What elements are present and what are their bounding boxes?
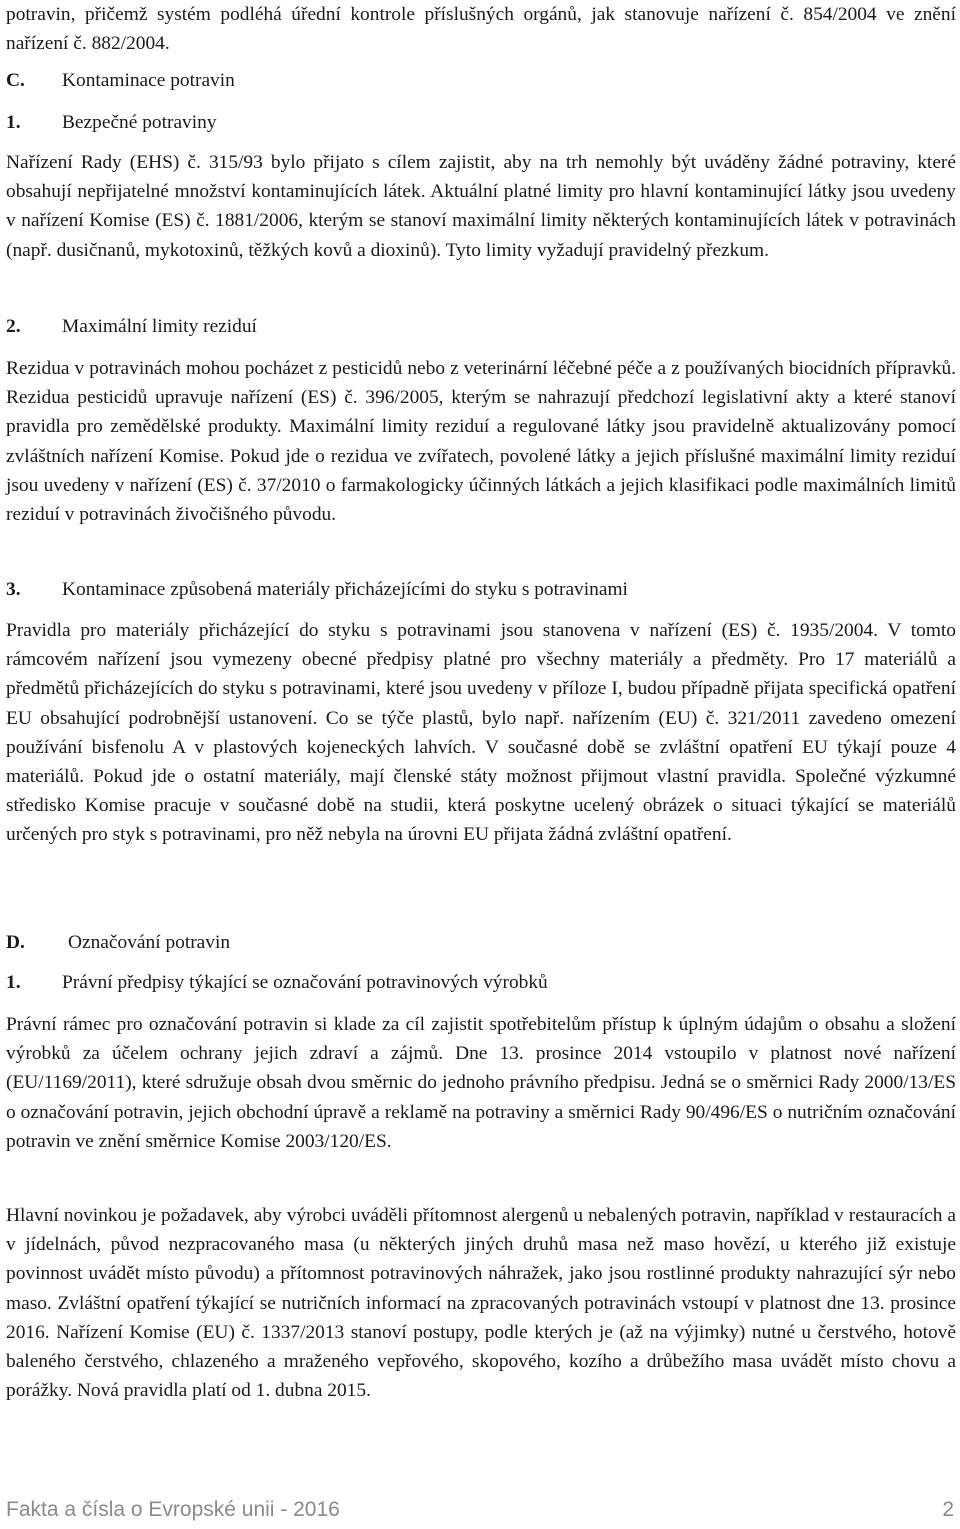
footer-title: Fakta a čísla o Evropské unii - 2016 [6,1498,340,1521]
heading-section-d [6,928,230,957]
heading-text: Právní předpisy týkající se označování potravinových výrobků [62,972,548,993]
paragraph-labelling-framework: Právní rámec pro označování potravin si klade za cíl zajistit spotřebitelům přístup k úplným údajům o obsahu a složení výrobků za účelem ochrany jejich zdraví a zájmů. Dne 13. prosince 2014 vstoupilo v platnost nové nařízení (EU/1169/2011), které sdružuje obsah dvou směrnic do jednoho právního předpisu. Jedná se o směrnici Rady 2000/13/ES o označování potravin, jejich obchodní úpravě a reklamě na potraviny a směrnici Rady 90/496/ES o nutričním označování potravin ve znění směrnice Komise 2003/120/ES. [6,1014,956,1152]
heading-number: C. [6,70,25,91]
heading-c-3 [6,575,628,604]
paragraph-residues: Rezidua v potravinách mohou pocházet z pesticidů nebo z veterinární léčebné péče a z používaných biocidních přípravků. Rezidua pesticidů upravuje nařízení (ES) č. 396/2005, kterým se nahrazují předchozí legislativní akty a které stanoví pravidla pro zemědělské produkty. Maximální limity reziduí a regulované látky jsou pravidelně aktualizovány pomocí zvláštních nařízení Komise. Pokud jde o rezidua ve zvířatech, povolené látky a jejich příslušné maximální limity reziduí jsou uvedeny v nařízení (ES) č. 37/2010 o farmakologicky účinných látkách a jejich klasifikaci podle maximálních limitů reziduí v potravinách živočišného původu. [6,358,956,526]
paragraph-intro-continuation: potravin, přičemž systém podléhá úřední kontrole příslušných orgánů, jak stanovuje nařízení č. 854/2004 ve znění nařízení č. 882/2004. [6,4,956,55]
heading-text: Maximální limity reziduí [62,316,257,337]
paragraph-labelling-novelty: Hlavní novinkou je požadavek, aby výrobci uváděli přítomnost alergenů u nebalených potravin, například v restauracích a v jídelnách, původ nezpracovaného masa (u některých jiných druhů masa než maso hovězí, u kterého již existuje povinnost uvádět místo původu) a přítomnost potravinových náhražek, jako jsou rostlinné produkty nahrazující sýr nebo maso. Zvláštní opatření týkající se nutričních informací na zpracovaných potravinách vstoupí v platnost dne 13. prosince 2016. Nařízení Komise (EU) č. 1337/2013 stanoví postupy, podle kterých je (až na výjimky) nutné u čerstvého, hotově baleného čerstvého, chlazeného a mraženého vepřového, skopového, kozího a drůbežího masa uvádět místo chovu a porážky. Nová pravidla platí od 1. dubna 2015. [6,1205,956,1402]
heading-d-1 [6,968,548,997]
heading-section-c [6,66,235,95]
heading-number: 1. [6,972,21,993]
heading-c-2 [6,312,257,341]
heading-number: 3. [6,579,21,600]
footer-page-number: 2 [942,1498,954,1521]
paragraph-safe-food: Nařízení Rady (EHS) č. 315/93 bylo přijato s cílem zajistit, aby na trh nemohly být uváděny žádné potraviny, které obsahují nepřijatelné množství kontaminujících látek. Aktuální platné limity pro hlavní kontaminující látky jsou uvedeny v nařízení Komise (ES) č. 1881/2006, kterým se stanoví maximální limity některých kontaminujících látek v potravinách (např. dusičnanů, mykotoxinů, těžkých kovů a dioxinů). Tyto limity vyžadují pravidelný přezkum. [6,152,956,261]
heading-c-1 [6,108,217,137]
heading-number: 1. [6,112,21,133]
heading-text: Kontaminace potravin [62,70,235,91]
paragraph-food-contact-materials: Pravidla pro materiály přicházející do styku s potravinami jsou stanovena v nařízení (ES) č. 1935/2004. V tomto rámcovém nařízení jsou vymezeny obecné předpisy platné pro všechny materiály a předměty. Pro 17 materiálů a předmětů přicházejících do styku s potravinami, které jsou uvedeny v příloze I, budou případně přijata specifická opatření EU obsahující podrobnější ustanovení. Co se týče plastů, bylo např. nařízením (EU) č. 321/2011 zavedeno omezení používání bisfenolu A v plastových kojeneckých lahvích. V současné době se zvláštní opatření EU týkají pouze 4 materiálů. Pokud jde o ostatní materiály, mají členské státy možnost přijmout vlastní pravidla. Společné výzkumné středisko Komise pracuje v současné době na studii, která poskytne ucelený obrázek o situaci týkající se materiálů určených pro styk s potravinami, pro něž nebyla na úrovni EU přijata žádná zvláštní opatření. [6,620,956,846]
heading-number: 2. [6,316,21,337]
heading-text: Označování potravin [68,932,231,953]
heading-number: D. [6,932,25,953]
heading-text: Kontaminace způsobená materiály přicházejícími do styku s potravinami [62,579,628,600]
heading-text: Bezpečné potraviny [62,112,217,133]
